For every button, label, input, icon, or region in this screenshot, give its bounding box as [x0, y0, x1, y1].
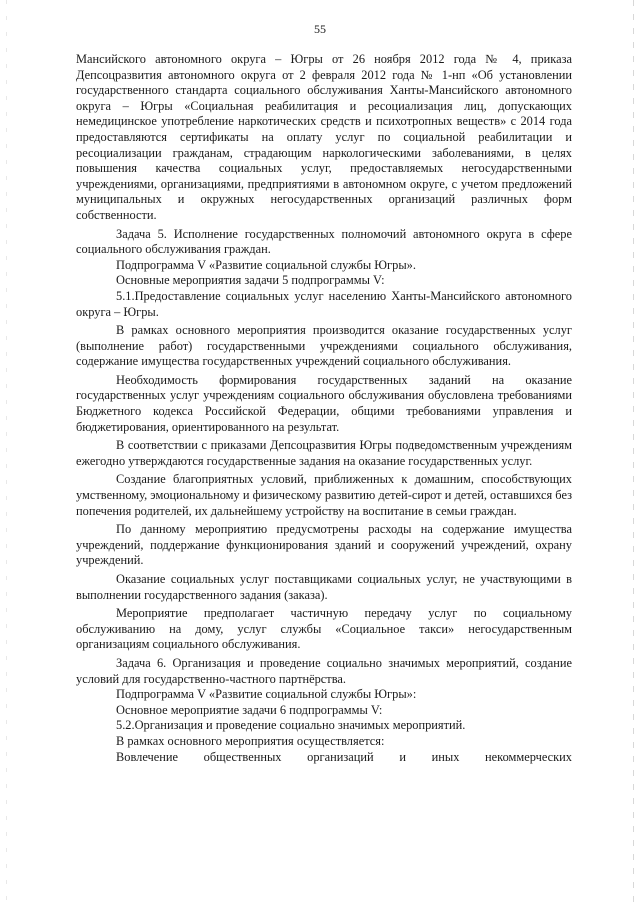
scan-edge-left: [6, 0, 7, 905]
paragraph-state-tasks-approval: В соответствии с приказами Депсоцразвития Югры подведомственным учреждениям ежегодно утверждаются государственные задания на оказание государственных услуг.: [76, 438, 572, 468]
scan-edge-right: [633, 0, 634, 905]
paragraph-partial-transfer: Мероприятие предполагает частичную передачу услуг по социальному обслуживанию на дому, услуг службы «Социальное такси» негосударственным организациям социального обслуживания.: [76, 606, 572, 652]
task-6-heading: Задача 6. Организация и проведение социально значимых мероприятий, создание условий для государственно-частного партнёрства.: [76, 655, 572, 686]
activity-5-1: 5.1.Предоставление социальных услуг населению Ханты-Мансийского автономного округа – Югры.: [76, 288, 572, 319]
paragraph-continuation: Мансийского автономного округа – Югры от 26 ноября 2012 года № 4, приказа Депсоцразвития автономного округа от 2 февраля 2012 года № 1-нп «Об установлении государственного стандарта социального обслуживания Ханты-Мансийского автономного округа – Югры «Социальная реабилитация и ресоциализация лиц, допускающих немедицинское употребление наркотических средств и психотропных веществ» с 2014 года предоставляются сертификаты на оплату услуг по социальной реабилитации и ресоциализации гражданам, страдающим наркологическими заболеваниями, в целях повышения качества социальных услуг, предоставляемых негосударственными учреждениями, организациями, предприятиями в автономном округе, с учетом предложений муниципальных и окружных негосударственных организаций различных форм собственности.: [76, 52, 572, 222]
paragraph-state-tasks-need: Необходимость формирования государственных заданий на оказание государственных услуг учреждениям социального обслуживания обусловлена требованиями Бюджетного кодекса Российской Федерации, общими требованиями управления и бюджетирования, ориентированного на результат.: [76, 372, 572, 434]
paragraph-providers: Оказание социальных услуг поставщиками социальных услуг, не участвующими в выполнении государственного задания (заказа).: [76, 572, 572, 602]
paragraph-involvement: Вовлечение общественных организаций и иных некоммерческих: [116, 749, 572, 764]
task-5-heading: Задача 5. Исполнение государственных полномочий автономного округа в сфере социального обслуживания граждан.: [76, 226, 572, 257]
subprogram-title-2: Подпрограмма V «Развитие социальной службы Югры»:: [116, 687, 417, 702]
activity-5-2: 5.2.Организация и проведение социально значимых мероприятий.: [116, 718, 466, 733]
document-body: [76, 52, 572, 765]
main-activities-heading: Основные мероприятия задачи 5 подпрограммы V:: [116, 273, 385, 288]
paragraph-services: В рамках основного мероприятия производится оказание государственных услуг (выполнение работ) государственными учреждениями социального обслуживания, содержание имущества государственных учреждений социального обслуживания.: [76, 323, 572, 369]
main-activity-6-heading: Основное мероприятие задачи 6 подпрограммы V:: [116, 702, 383, 717]
page-number: 55: [314, 22, 326, 36]
paragraph-orphans: Создание благоприятных условий, приближенных к домашним, способствующих умственному, эмоциональному и физическому развитию детей-сирот и детей, оставшихся без попечения родителей, их дальнейшему устройству на воспитание в семьи граждан.: [76, 472, 572, 518]
subprogram-title: Подпрограмма V «Развитие социальной службы Югры».: [116, 257, 416, 272]
paragraph-expenses: По данному мероприятию предусмотрены расходы на содержание имущества учреждений, поддержание функционирования зданий и сооружений учреждений, охрану учреждений.: [76, 522, 572, 568]
paragraph-framework: В рамках основного мероприятия осуществляется:: [116, 733, 385, 748]
